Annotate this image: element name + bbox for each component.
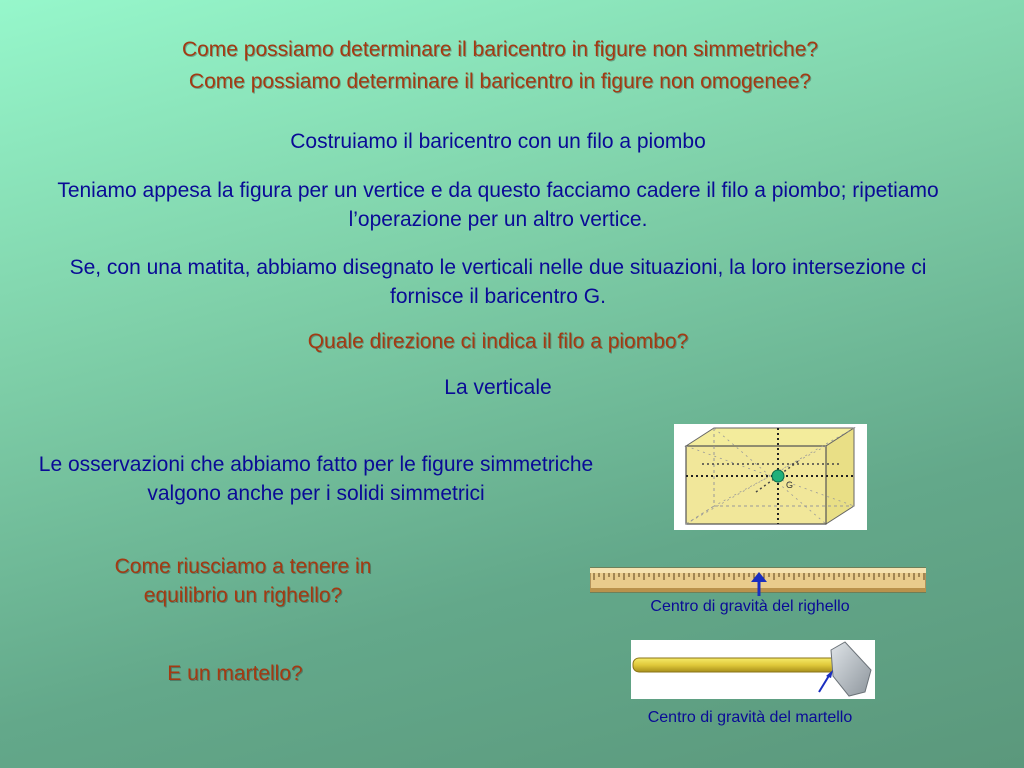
question-direction: Quale direzione ci indica il filo a piombo? xyxy=(307,330,689,353)
ruler-image xyxy=(590,566,926,598)
question-ruler: Come riusciamo a tenere in equilibrio un righello? xyxy=(114,555,372,607)
center-label: G xyxy=(786,480,794,490)
hammer-caption: Centro di gravità del martello xyxy=(647,709,853,726)
answer-vertical: La verticale xyxy=(444,376,552,399)
title-line-1: Come possiamo determinare il baricentro in figure non simmetriche? xyxy=(181,38,819,61)
statement-plumb-line: Costruiamo il baricentro con un filo a piombo xyxy=(290,130,706,153)
ruler-caption: Centro di gravità del righello xyxy=(650,598,850,615)
question-hammer: E un martello? xyxy=(167,662,303,685)
statement-intersection: Se, con una matita, abbiamo disegnato le verticali nelle due situazioni, la loro intersezione ci fornisce il baricentro G. xyxy=(69,256,927,308)
title-line-2: Come possiamo determinare il baricentro in figure non omogenee? xyxy=(188,70,812,93)
observation-solids: Le osservazioni che abbiamo fatto per le figure simmetriche valgono anche per i solidi simmetrici xyxy=(38,453,594,505)
box-solid-image xyxy=(674,424,867,530)
statement-hang-figure: Teniamo appesa la figura per un vertice e da questo facciamo cadere il filo a piombo; ripetiamo l’operazione per un altro vertice. xyxy=(57,179,939,231)
hammer-image xyxy=(631,640,875,699)
